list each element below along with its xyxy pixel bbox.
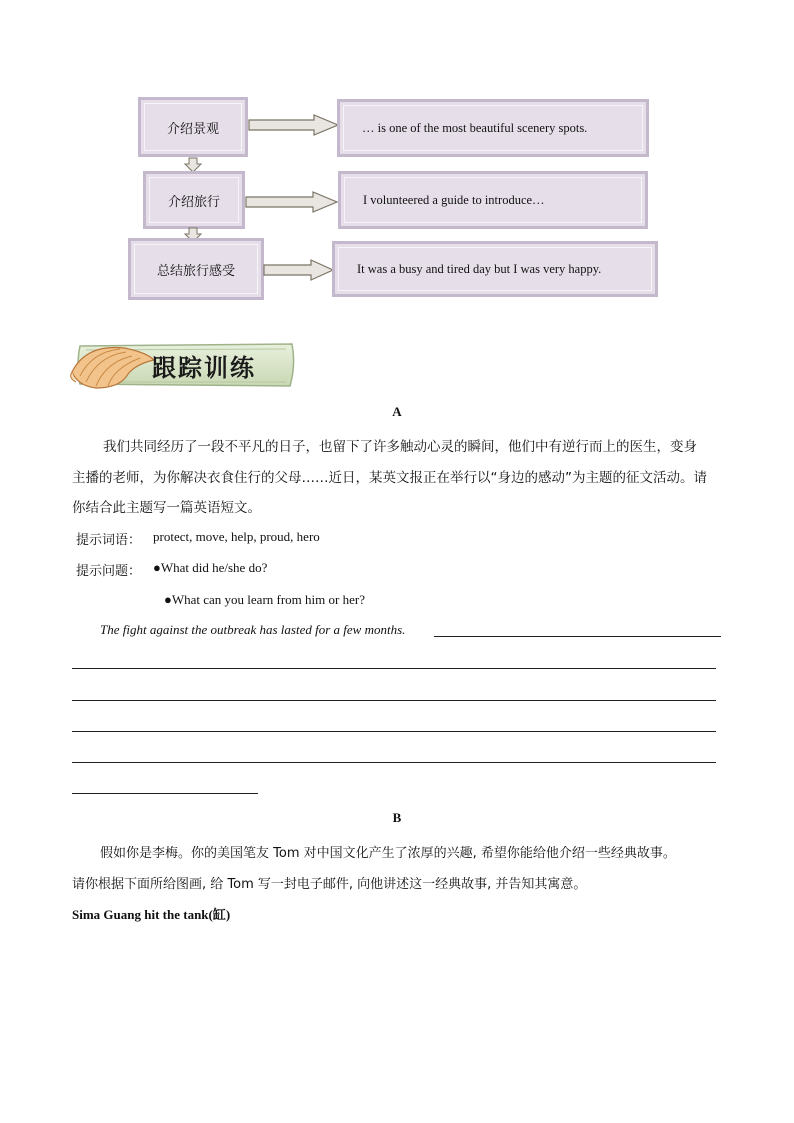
hint-question-2: ●What can you learn from him or her? [164,592,365,607]
right-arrow-icon [263,259,335,281]
writing-line [72,793,258,794]
part-b-paragraph-line-1: 假如你是李梅。你的美国笔友 Tom 对中国文化产生了浓厚的兴趣, 希望你能给他介绍一些经典故事。 [100,846,676,861]
flow-step-2-box [143,171,245,229]
flow-step-2-label: 介绍旅行 [167,194,220,210]
section-title: 跟踪训练 [152,354,256,382]
flow-step-2-text: I volunteered a guide to introduce… [363,192,545,207]
part-a-paragraph-line-3: 你结合此主题写一篇英语短文。 [72,500,261,516]
flow-step-3-box [128,238,264,300]
part-a-heading: A [392,404,402,419]
hint-words-label: 提示词语： [76,533,142,548]
flow-step-1-label: 介绍景观 [166,121,219,137]
essay-starter: The fight against the outbreak has lasted for a few months. [100,622,406,637]
flow-step-1-text-box [337,99,649,157]
part-a-paragraph-line-2: 主播的老师，为你解决衣食住行的父母……近日，某英文报正在举行以“身边的感动”为主题的征文活动。请 [72,470,707,486]
flow-step-2-text-box [338,171,648,229]
hint-questions-label: 提示问题： [76,564,142,579]
flow-step-3-label: 总结旅行感受 [156,263,235,279]
shell-icon [66,338,158,394]
writing-line [72,731,716,732]
writing-line [72,762,716,763]
flow-step-3-text-box [332,241,658,297]
part-b-heading: B [392,810,402,825]
writing-line [434,636,721,637]
flow-step-3-text: It was a busy and tired day but I was very happy. [357,261,602,276]
writing-line [72,668,716,669]
part-b-paragraph-line-2: 请你根据下面所给图画, 给 Tom 写一封电子邮件, 向他讲述这一经典故事, 并告知其寓意。 [72,877,587,892]
flow-step-1-text: … is one of the most beautiful scenery spots. [362,120,588,135]
right-arrow-icon [245,191,339,213]
writing-line [72,700,716,701]
story-title: Sima Guang hit the tank(缸) [72,907,231,922]
hint-question-1: ●What did he/she do? [153,560,268,575]
part-a-paragraph-line-1: 我们共同经历了一段不平凡的日子，也留下了许多触动心灵的瞬间，他们中有逆行而上的医生，变身 [103,439,697,455]
hint-words: protect, move, help, proud, hero [153,529,320,544]
right-arrow-icon [248,114,340,136]
flow-step-1-box [138,97,248,157]
